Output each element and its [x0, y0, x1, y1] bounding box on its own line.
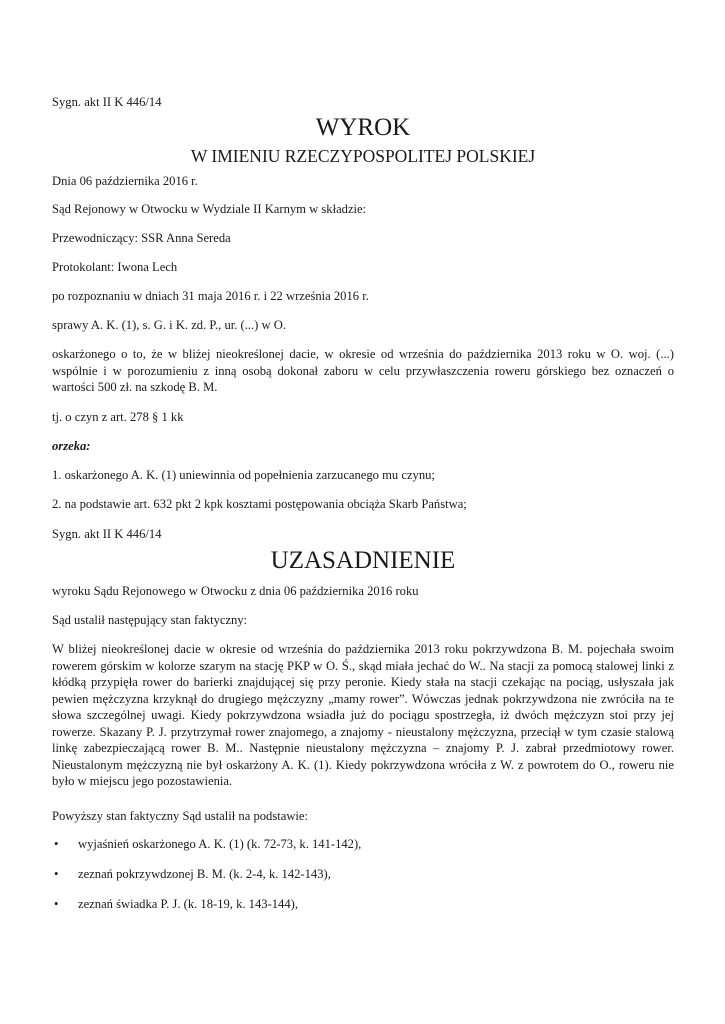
bullet-icon: •: [54, 837, 59, 851]
case-reference: Sygn. akt II K 446/14: [52, 95, 162, 109]
charge-text: oskarżonego o to, że w bliżej nieokreślonej dacie, w okresie od września do października 2013 roku w O. woj. (...) wspólnie i w porozumieniu z inną osobą dokonał zaboru w celu przywłaszczenia roweru górskiego bez oznaczeń o wartości 500 zł. na szkodę B. M.: [52, 347, 674, 394]
justification-case-reference: Sygn. akt II K 446/14: [52, 527, 162, 541]
evidence-item: wyjaśnień oskarżonego A. K. (1) (k. 72-73, k. 141-142),: [78, 837, 362, 851]
judgment-date: Dnia 06 października 2016 r.: [52, 174, 198, 188]
facts-heading: Sąd ustalił następujący stan faktyczny:: [52, 613, 248, 627]
list-item: [52, 836, 361, 853]
ruling-label: orzeka:: [52, 439, 91, 453]
judgment-subtitle: W IMIENIU RZECZYPOSPOLITEJ POLSKIEJ: [190, 146, 536, 166]
hearing-dates: po rozpoznaniu w dniach 31 maja 2016 r. i 22 września 2016 r.: [52, 289, 369, 303]
ruling-item-2: 2. na podstawie art. 632 pkt 2 kpk kosztami postępowania obciąża Skarb Państwa;: [52, 497, 467, 511]
court-composition: Sąd Rejonowy w Otwocku w Wydziale II Karnym w składzie:: [52, 202, 367, 216]
list-item: [52, 896, 298, 913]
evidence-item: zeznań świadka P. J. (k. 18-19, k. 143-144),: [78, 897, 298, 911]
facts-paragraph: W bliżej nieokreślonej dacie w okresie od września do października 2013 roku pokrzywdzona B. M. pojechała swoim rowerem górskim w kolorze szarym na stację PKP w O. Ś., skąd miała jechać do W.. Na stacji za pomocą stalowej linki z kłódką przypięła rower do barierki znajdującej się przy peronie. Kiedy stała na stacji czekając na pociąg, usłyszała jak pewien mężczyzna krzyknął do drugiego mężczyzny „mamy rower”. Wówczas jednak pokrzywdzona nie zwróciła na te słowa szczególnej uwagi. Kiedy pokrzywdzona wsiadła już do pociągu spostrzegła, iż dwóch mężczyzn stoi przy jej rowerze. Skazany P. J. przytrzymał rower znajomego, a znajomy - nieustalony mężczyzna, przeciął w tym czasie stalową linkę zabezpieczającą rower B. M.. Następnie nieustalony mężczyzna – znajomy P. J. zabrał przedmiotowy rower. Nieustalonym mężczyzną nie był oskarżony A. K. (1). Kiedy pokrzywdzona wróciła z W. z powrotem do O., roweru nie było w miejscu jego pozostawienia.: [52, 642, 674, 788]
list-item: [52, 866, 331, 883]
bullet-icon: •: [54, 867, 59, 881]
judgment-title: WYROK: [315, 114, 411, 141]
presiding-judge: Przewodniczący: SSR Anna Sereda: [52, 231, 231, 245]
evidence-item: zeznań pokrzywdzonej B. M. (k. 2-4, k. 142-143),: [78, 867, 331, 881]
justification-intro: wyroku Sądu Rejonowego w Otwocku z dnia 06 października 2016 roku: [52, 584, 419, 598]
bullet-icon: •: [54, 897, 59, 911]
basis-heading: Powyższy stan faktyczny Sąd ustalił na podstawie:: [52, 809, 309, 823]
case-defendant: sprawy A. K. (1), s. G. i K. zd. P., ur. (...) w O.: [52, 318, 287, 332]
ruling-item-1: 1. oskarżonego A. K. (1) uniewinnia od popełnienia zarzucanego mu czynu;: [52, 468, 435, 482]
justification-title: UZASADNIENIE: [270, 547, 456, 574]
court-clerk: Protokolant: Iwona Lech: [52, 260, 178, 274]
charge-article: tj. o czyn z art. 278 § 1 kk: [52, 410, 184, 424]
